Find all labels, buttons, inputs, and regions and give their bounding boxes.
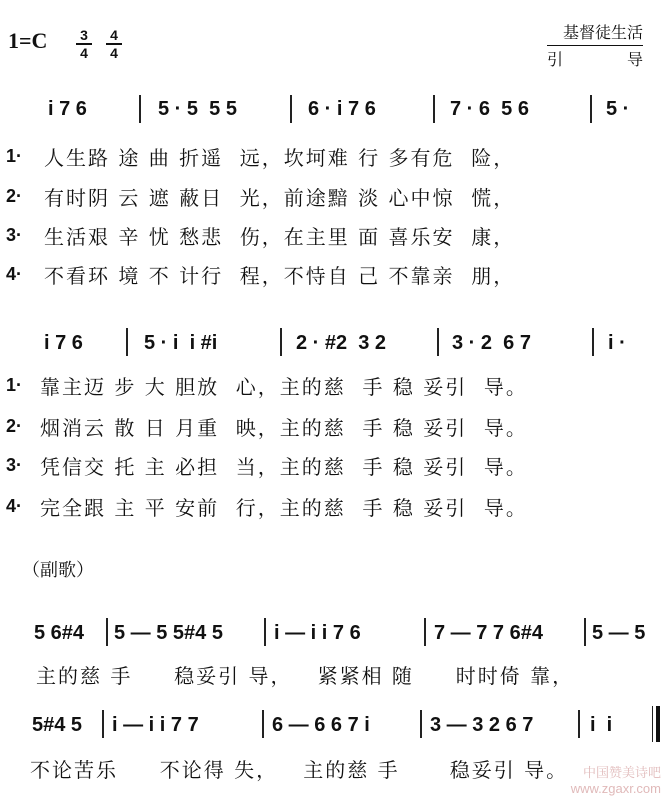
final-barline [652,706,653,742]
verse-number: 2· [6,186,23,206]
lyric-line: 靠主迈 步 大 胆放 心，主的慈 手 稳 妥引 导。 [40,375,528,399]
barline [280,328,282,356]
verse-number: 4· [6,496,23,516]
measure-note: i 7 6 [44,332,83,354]
verse-number: 1· [6,375,23,395]
measure-note: i — i i 7 7 [112,714,199,736]
verse-number: 2· [6,416,23,436]
final-barline-thick [656,706,660,742]
key-signature: 1=C [8,28,48,53]
lyric-line: 烟消云 散 日 月重 映，主的慈 手 稳 妥引 导。 [40,416,528,440]
measure-note: i 7 6 [48,98,87,120]
measure-note: 3 — 3 2 6 7 [430,714,534,736]
measure-note: 3 · 2 6 7 [452,332,531,354]
barline [262,710,264,738]
lyric-line: 不看环 境 不 计行 程，不恃自 己 不靠亲 朋， [44,264,516,288]
verse-number: 3· [6,225,23,245]
barline [106,618,108,646]
time-signature-1: 3 4 [76,28,92,60]
barline [433,95,435,123]
measure-note: 5 — 5 5#4 5 [114,622,223,644]
measure-note: 2 · #2 3 2 [296,332,387,354]
barline [290,95,292,123]
measure-note: 5 — 5 [592,622,646,644]
barline [264,618,266,646]
barline [139,95,141,123]
measure-note: 5 · [606,98,630,120]
barline [126,328,128,356]
lyric-line: 完全跟 主 平 安前 行，主的慈 手 稳 妥引 导。 [40,496,528,520]
barline [578,710,580,738]
chorus-label: （副歌） [22,560,94,581]
lyric-line: 有时阴 云 遮 蔽日 光，前途黯 淡 心中惊 慌， [44,186,516,210]
measure-note: 5#4 5 [32,714,83,736]
measure-note: 5 6#4 [34,622,85,644]
measure-note: 5 · 5 5 5 [158,98,237,120]
barline [424,618,426,646]
barline [592,328,594,356]
measure-note: i · [608,332,626,354]
verse-number: 4· [6,264,23,284]
song-title: 基督徒生活 引 导 [547,23,643,69]
measure-note: 6 — 6 6 7 i [272,714,370,736]
lyric-line: 人生路 途 曲 折遥 远，坎坷难 行 多有危 险， [44,146,516,170]
time-signature-2: 4 4 [106,28,122,60]
lyric-line: 不论苦乐 不论得 失， 主的慈 手 稳妥引 导。 [30,758,569,782]
measure-note: 5 · i i #i [144,332,218,354]
measure-note: i — i i 7 6 [274,622,361,644]
measure-note: 6 · i 7 6 [308,98,376,120]
lyric-line: 生活艰 辛 忧 愁悲 伤，在主里 面 喜乐安 康， [44,225,516,249]
verse-number: 3· [6,455,23,475]
measure-note: 7 · 6 5 6 [450,98,529,120]
barline [420,710,422,738]
barline [584,618,586,646]
lyric-line: 主的慈 手 稳妥引 导， 紧紧相 随 时时倚 靠， [36,664,575,688]
barline [437,328,439,356]
measure-note: i i [590,714,613,736]
verse-number: 1· [6,146,23,166]
measure-note: 7 — 7 7 6#4 [434,622,543,644]
watermark: 中国赞美诗吧 www.zgaxr.com [570,765,661,796]
barline [590,95,592,123]
barline [102,710,104,738]
lyric-line: 凭信交 托 主 必担 当，主的慈 手 稳 妥引 导。 [40,455,528,479]
